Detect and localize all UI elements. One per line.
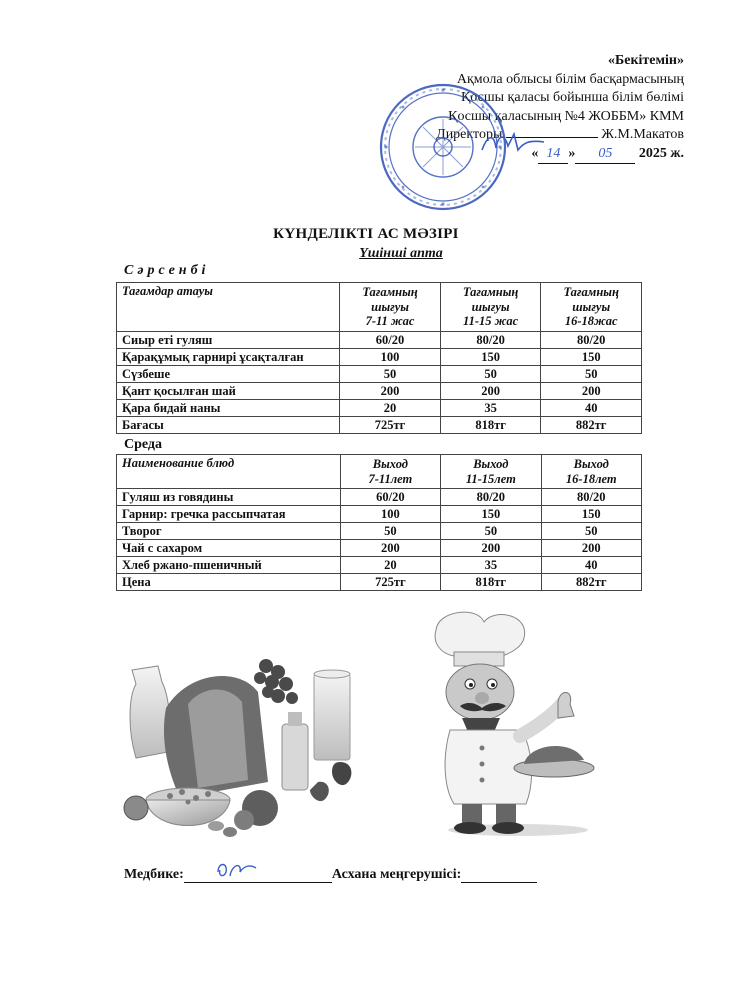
table-row	[117, 557, 642, 574]
approval-line-2: Қосшы қаласы бойынша білім бөлімі	[460, 90, 684, 105]
director-name: Ж.М.Макатов	[601, 127, 684, 142]
header-line: 16-18лет	[565, 471, 617, 486]
table-cell: 60/20	[340, 332, 441, 349]
table-row	[117, 506, 642, 523]
header-portion-16-18	[541, 283, 642, 332]
header-line: 11-15лет	[465, 471, 516, 486]
header-portion-7-11	[340, 283, 441, 332]
approval-line-3: Қосшы қаласының №4 ЖОББМ» КММ	[448, 108, 684, 124]
table-cell: Сүзбеше	[117, 366, 340, 383]
table-row-price	[117, 574, 642, 591]
table-cell: 150	[440, 349, 541, 366]
footer-signatures	[124, 866, 537, 883]
table-cell: Творог	[117, 523, 341, 540]
table-row-price	[117, 417, 642, 434]
nurse-signature-icon	[214, 858, 260, 880]
table-cell: 40	[541, 557, 641, 574]
table-cell: Қара бидай наны	[117, 400, 340, 417]
table-cell: 50	[340, 366, 441, 383]
header-line: 16-18жас	[564, 314, 618, 328]
table-cell: 200	[441, 540, 541, 557]
menu-table-ru	[116, 454, 642, 591]
header-portion-7-11	[340, 455, 440, 489]
table-header-row	[117, 283, 642, 332]
table-row	[117, 383, 642, 400]
header-line: шығуы	[471, 299, 510, 314]
header-line: Тағамның	[362, 285, 418, 299]
director-signature-icon	[478, 128, 548, 158]
table-header-row	[117, 455, 642, 489]
header-portion-11-15	[441, 455, 541, 489]
chef-illustration-image	[398, 608, 624, 840]
day-label-ru: Среда	[124, 437, 163, 452]
table-cell: 80/20	[541, 489, 641, 506]
table-cell: 60/20	[340, 489, 440, 506]
table-cell: 50	[440, 366, 541, 383]
header-line: 7-11лет	[368, 471, 413, 486]
menu-table-kz	[116, 282, 642, 434]
date-month: 05	[575, 145, 635, 165]
table-cell: Қант қосылған шай	[117, 383, 340, 400]
header-line: шығуы	[371, 299, 409, 314]
table-row	[117, 332, 642, 349]
table-row	[117, 540, 642, 557]
table-row	[117, 400, 642, 417]
header-dish-name: Наименование блюд	[117, 455, 341, 489]
table-row	[117, 523, 642, 540]
table-cell: 80/20	[440, 332, 541, 349]
table-cell: Гуляш из говядины	[117, 489, 341, 506]
header-dish-name: Тағамдар атауы	[117, 283, 340, 332]
table-cell: Гарнир: гречка рассыпчатая	[117, 506, 341, 523]
header-line: Выход	[372, 457, 408, 471]
table-cell: 40	[541, 400, 642, 417]
table-cell: 100	[340, 349, 441, 366]
table-cell: 50	[541, 523, 641, 540]
table-cell: 200	[541, 540, 641, 557]
table-cell: 200	[340, 540, 440, 557]
table-row	[117, 349, 642, 366]
date-year: 2025 ж.	[638, 145, 684, 161]
header-line: шығуы	[572, 299, 611, 314]
table-cell: Цена	[117, 574, 341, 591]
page-title: КҮНДЕЛІКТІ АС МӘЗІРІ	[273, 226, 459, 242]
header-portion-11-15	[440, 283, 541, 332]
date-day: 14	[538, 145, 568, 165]
table-cell: 818тг	[441, 574, 541, 591]
table-cell: Қарақұмық гарнирі ұсақталған	[117, 349, 340, 366]
nurse-signature-line	[184, 866, 332, 883]
header-line: 7-11 жас	[365, 314, 415, 328]
table-cell: 80/20	[541, 332, 642, 349]
approval-date: « 14 » 05 2025 ж.	[344, 145, 684, 165]
header-portion-16-18	[541, 455, 641, 489]
table-cell: 35	[440, 400, 541, 417]
week-label: Үшінші апта	[359, 246, 443, 261]
table-cell: Хлеб ржано-пшеничный	[117, 557, 341, 574]
table-cell: 200	[440, 383, 541, 400]
table-cell: 80/20	[441, 489, 541, 506]
header-line: Выход	[573, 457, 609, 471]
table-cell: 50	[541, 366, 642, 383]
table-cell: 200	[340, 383, 441, 400]
approval-title: «Бекітемін»	[607, 53, 684, 68]
director-prefix: Директоры	[436, 127, 503, 142]
table-cell: 100	[340, 506, 440, 523]
table-cell: 150	[441, 506, 541, 523]
table-cell: 50	[340, 523, 440, 540]
table-cell: 200	[541, 383, 642, 400]
canteen-head-label: Асхана меңгерушісі:	[331, 867, 462, 882]
table-cell: Бағасы	[117, 417, 340, 434]
table-cell: 50	[441, 523, 541, 540]
header-line: Выход	[473, 457, 509, 471]
table-cell: 818тг	[440, 417, 541, 434]
header-line: 11-15 жас	[463, 314, 519, 328]
header-line: Тағамның	[462, 285, 519, 299]
table-cell: 20	[340, 557, 440, 574]
header-line: Тағамның	[563, 285, 619, 299]
table-cell: Сиыр еті гуляш	[117, 332, 340, 349]
canteen-signature-line	[461, 866, 537, 883]
table-row	[117, 366, 642, 383]
table-cell: 882тг	[541, 417, 642, 434]
table-cell: 725тг	[340, 574, 440, 591]
table-cell: Чай с сахаром	[117, 540, 341, 557]
table-cell: 35	[441, 557, 541, 574]
table-row	[117, 489, 642, 506]
table-cell: 150	[541, 349, 642, 366]
approval-line-1: Ақмола облысы білім басқармасының	[456, 71, 684, 87]
table-cell: 725тг	[340, 417, 441, 434]
day-label-kz: Сәрсенбі	[124, 263, 210, 278]
table-cell: 882тг	[541, 574, 641, 591]
table-cell: 150	[541, 506, 641, 523]
nurse-label: Медбике:	[124, 867, 184, 882]
table-cell: 20	[340, 400, 441, 417]
food-still-life-image	[118, 612, 380, 844]
